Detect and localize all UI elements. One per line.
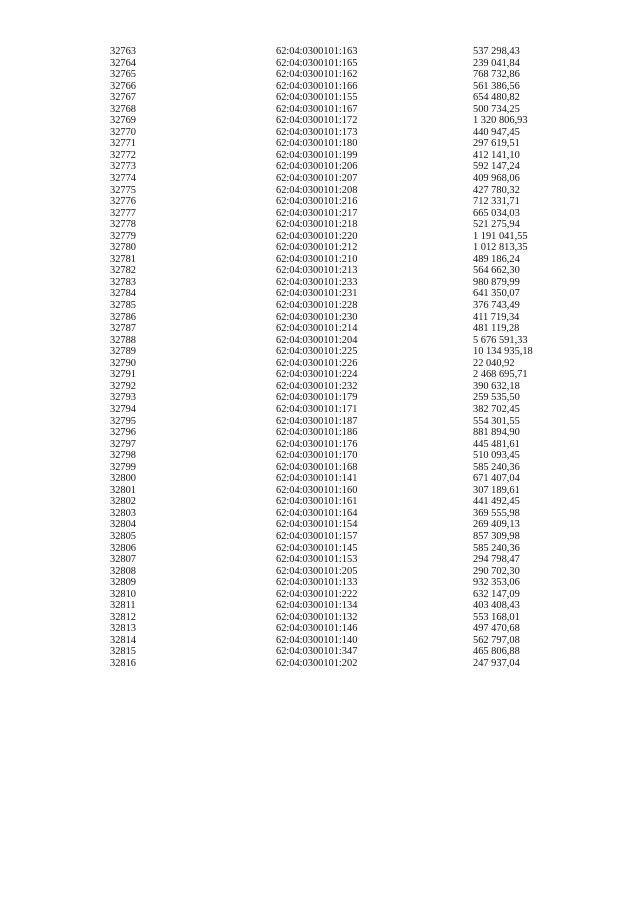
cadastral-number: 62:04:0300101:225: [276, 346, 358, 358]
cadastral-number: 62:04:0300101:212: [276, 242, 358, 254]
cadastral-value: 441 492,45: [473, 496, 520, 508]
cadastral-number: 62:04:0300101:217: [276, 207, 358, 219]
cadastral-number: 62:04:0300101:161: [276, 496, 358, 508]
cadastral-number: 62:04:0300101:155: [276, 92, 358, 104]
table-row: [0, 381, 640, 393]
row-number: 32815: [110, 646, 136, 658]
cadastral-number: 62:04:0300101:214: [276, 323, 358, 335]
cadastral-number: 62:04:0300101:213: [276, 265, 358, 277]
cadastral-number: 62:04:0300101:162: [276, 69, 358, 81]
cadastral-value: 390 632,18: [473, 380, 520, 392]
row-number: 32794: [110, 403, 136, 415]
table-row: [0, 623, 640, 635]
table-row: [0, 92, 640, 104]
cadastral-number: 62:04:0300101:180: [276, 138, 358, 150]
table-row: [0, 508, 640, 520]
cadastral-value: 561 386,56: [473, 80, 520, 92]
cadastral-number: 62:04:0300101:208: [276, 184, 358, 196]
table-row: [0, 161, 640, 173]
row-number: 32780: [110, 242, 136, 254]
row-number: 32785: [110, 300, 136, 312]
cadastral-value: 247 937,04: [473, 657, 520, 669]
cadastral-value: 2 468 695,71: [473, 369, 528, 381]
row-number: 32773: [110, 161, 136, 173]
cadastral-value: 369 555,98: [473, 507, 520, 519]
row-number: 32804: [110, 519, 136, 531]
cadastral-value: 412 141,10: [473, 149, 520, 161]
cadastral-number: 62:04:0300101:232: [276, 380, 358, 392]
table-row: [0, 288, 640, 300]
cadastral-number: 62:04:0300101:222: [276, 588, 358, 600]
cadastral-number: 62:04:0300101:146: [276, 623, 358, 635]
cadastral-value: 290 702,30: [473, 565, 520, 577]
table-row: [0, 577, 640, 589]
table-row: [0, 173, 640, 185]
cadastral-value: 654 480,82: [473, 92, 520, 104]
cadastral-number: 62:04:0300101:165: [276, 57, 358, 69]
cadastral-number: 62:04:0300101:157: [276, 530, 358, 542]
row-number: 32813: [110, 623, 136, 635]
row-number: 32779: [110, 230, 136, 242]
cadastral-number: 62:04:0300101:233: [276, 276, 358, 288]
table-row: [0, 335, 640, 347]
cadastral-number: 62:04:0300101:231: [276, 288, 358, 300]
cadastral-value: 297 619,51: [473, 138, 520, 150]
table-row: [0, 219, 640, 231]
cadastral-number: 62:04:0300101:207: [276, 173, 358, 185]
cadastral-value: 553 168,01: [473, 611, 520, 623]
row-number: 32793: [110, 392, 136, 404]
table-row: [0, 196, 640, 208]
row-number: 32782: [110, 265, 136, 277]
table-row: [0, 392, 640, 404]
cadastral-number: 62:04:0300101:166: [276, 80, 358, 92]
cadastral-value: 1 191 041,55: [473, 230, 528, 242]
row-number: 32803: [110, 507, 136, 519]
cadastral-value: 712 331,71: [473, 196, 520, 208]
row-number: 32800: [110, 473, 136, 485]
row-number: 32798: [110, 450, 136, 462]
cadastral-value: 497 470,68: [473, 623, 520, 635]
cadastral-value: 592 147,24: [473, 161, 520, 173]
cadastral-number: 62:04:0300101:218: [276, 219, 358, 231]
cadastral-value: 932 353,06: [473, 577, 520, 589]
cadastral-value: 768 732,86: [473, 69, 520, 81]
cadastral-value: 564 662,30: [473, 265, 520, 277]
cadastral-value: 671 407,04: [473, 473, 520, 485]
cadastral-value: 1 012 813,35: [473, 242, 528, 254]
row-number: 32788: [110, 334, 136, 346]
cadastral-number: 62:04:0300101:168: [276, 461, 358, 473]
cadastral-number: 62:04:0300101:167: [276, 103, 358, 115]
cadastral-value: 1 320 806,93: [473, 115, 528, 127]
cadastral-number: 62:04:0300101:132: [276, 611, 358, 623]
row-number: 32777: [110, 207, 136, 219]
row-number: 32771: [110, 138, 136, 150]
cadastral-number: 62:04:0300101:172: [276, 115, 358, 127]
row-number: 32775: [110, 184, 136, 196]
table-row: [0, 519, 640, 531]
table-row: [0, 496, 640, 508]
row-number: 32811: [110, 600, 136, 612]
cadastral-value: 465 806,88: [473, 646, 520, 658]
cadastral-number: 62:04:0300101:160: [276, 484, 358, 496]
row-number: 32781: [110, 253, 136, 265]
table-row: [0, 450, 640, 462]
row-number: 32814: [110, 634, 136, 646]
row-number: 32763: [110, 46, 136, 57]
cadastral-value: 403 408,43: [473, 600, 520, 612]
cadastral-value: 585 240,36: [473, 542, 520, 554]
table-row: [0, 612, 640, 624]
row-number: 32774: [110, 173, 136, 185]
cadastral-number: 62:04:0300101:216: [276, 196, 358, 208]
table-row: [0, 600, 640, 612]
cadastral-number: 62:04:0300101:204: [276, 334, 358, 346]
table-row: [0, 46, 640, 58]
table-row: [0, 427, 640, 439]
row-number: 32786: [110, 311, 136, 323]
cadastral-value: 980 879,99: [473, 276, 520, 288]
table-row: [0, 635, 640, 647]
cadastral-value: 259 535,50: [473, 392, 520, 404]
table-row: [0, 566, 640, 578]
table-row: [0, 473, 640, 485]
cadastral-value: 489 186,24: [473, 253, 520, 265]
cadastral-number: 62:04:0300101:230: [276, 311, 358, 323]
cadastral-number: 62:04:0300101:133: [276, 577, 358, 589]
row-number: 32796: [110, 427, 136, 439]
row-number: 32790: [110, 357, 136, 369]
cadastral-number: 62:04:0300101:226: [276, 357, 358, 369]
row-number: 32783: [110, 276, 136, 288]
cadastral-value: 411 719,34: [473, 311, 520, 323]
cadastral-number: 62:04:0300101:224: [276, 369, 358, 381]
cadastral-value: 510 093,45: [473, 450, 520, 462]
cadastral-value: 22 040,92: [473, 357, 515, 369]
row-number: 32787: [110, 323, 136, 335]
cadastral-value: 641 350,07: [473, 288, 520, 300]
table-row: [0, 185, 640, 197]
data-table: [0, 46, 640, 670]
table-row: [0, 265, 640, 277]
row-number: 32784: [110, 288, 136, 300]
cadastral-number: 62:04:0300101:202: [276, 657, 358, 669]
table-row: [0, 462, 640, 474]
table-row: [0, 543, 640, 555]
cadastral-value: 562 797,08: [473, 634, 520, 646]
table-row: [0, 254, 640, 266]
row-number: 32807: [110, 554, 136, 566]
cadastral-number: 62:04:0300101:347: [276, 646, 358, 658]
cadastral-number: 62:04:0300101:176: [276, 438, 358, 450]
cadastral-number: 62:04:0300101:228: [276, 300, 358, 312]
table-row: [0, 231, 640, 243]
cadastral-value: 382 702,45: [473, 403, 520, 415]
row-number: 32816: [110, 657, 136, 669]
table-row: [0, 531, 640, 543]
cadastral-number: 62:04:0300101:186: [276, 427, 358, 439]
row-number: 32802: [110, 496, 136, 508]
table-row: [0, 646, 640, 658]
row-number: 32795: [110, 415, 136, 427]
cadastral-number: 62:04:0300101:153: [276, 554, 358, 566]
cadastral-number: 62:04:0300101:206: [276, 161, 358, 173]
table-row: [0, 554, 640, 566]
table-row: [0, 127, 640, 139]
table-row: [0, 242, 640, 254]
cadastral-number: 62:04:0300101:220: [276, 230, 358, 242]
table-row: [0, 369, 640, 381]
table-row: [0, 358, 640, 370]
table-row: [0, 81, 640, 93]
table-row: [0, 300, 640, 312]
table-row: [0, 439, 640, 451]
cadastral-value: 500 734,25: [473, 103, 520, 115]
table-row: [0, 69, 640, 81]
table-row: [0, 485, 640, 497]
cadastral-value: 554 301,55: [473, 415, 520, 427]
cadastral-number: 62:04:0300101:163: [276, 46, 358, 57]
table-row: [0, 404, 640, 416]
table-row: [0, 208, 640, 220]
row-number: 32805: [110, 530, 136, 542]
row-number: 32809: [110, 577, 136, 589]
row-number: 32806: [110, 542, 136, 554]
row-number: 32767: [110, 92, 136, 104]
table-row: [0, 104, 640, 116]
cadastral-value: 521 275,94: [473, 219, 520, 231]
row-number: 32772: [110, 149, 136, 161]
table-row: [0, 277, 640, 289]
table-row: [0, 323, 640, 335]
cadastral-number: 62:04:0300101:170: [276, 450, 358, 462]
cadastral-value: 239 041,84: [473, 57, 520, 69]
cadastral-number: 62:04:0300101:179: [276, 392, 358, 404]
table-row: [0, 589, 640, 601]
cadastral-number: 62:04:0300101:154: [276, 519, 358, 531]
cadastral-number: 62:04:0300101:164: [276, 507, 358, 519]
row-number: 32808: [110, 565, 136, 577]
cadastral-number: 62:04:0300101:140: [276, 634, 358, 646]
cadastral-number: 62:04:0300101:187: [276, 415, 358, 427]
cadastral-value: 445 481,61: [473, 438, 520, 450]
cadastral-value: 537 298,43: [473, 46, 520, 57]
row-number: 32810: [110, 588, 136, 600]
table-row: [0, 312, 640, 324]
cadastral-value: 481 119,28: [473, 323, 520, 335]
table-row: [0, 115, 640, 127]
cadastral-value: 881 894,90: [473, 427, 520, 439]
cadastral-value: 440 947,45: [473, 126, 520, 138]
cadastral-value: 5 676 591,33: [473, 334, 528, 346]
cadastral-number: 62:04:0300101:173: [276, 126, 358, 138]
cadastral-value: 10 134 935,18: [473, 346, 533, 358]
row-number: 32766: [110, 80, 136, 92]
cadastral-value: 376 743,49: [473, 300, 520, 312]
row-number: 32789: [110, 346, 136, 358]
table-row: [0, 138, 640, 150]
cadastral-value: 665 034,03: [473, 207, 520, 219]
row-number: 32792: [110, 380, 136, 392]
table-row: [0, 150, 640, 162]
row-number: 32776: [110, 196, 136, 208]
row-number: 32769: [110, 115, 136, 127]
row-number: 32797: [110, 438, 136, 450]
cadastral-number: 62:04:0300101:134: [276, 600, 358, 612]
table-row: [0, 346, 640, 358]
cadastral-value: 857 309,98: [473, 530, 520, 542]
cadastral-value: 585 240,36: [473, 461, 520, 473]
row-number: 32770: [110, 126, 136, 138]
cadastral-value: 409 968,06: [473, 173, 520, 185]
cadastral-value: 307 189,61: [473, 484, 520, 496]
row-number: 32764: [110, 57, 136, 69]
row-number: 32768: [110, 103, 136, 115]
table-row: [0, 658, 640, 670]
row-number: 32765: [110, 69, 136, 81]
cadastral-number: 62:04:0300101:205: [276, 565, 358, 577]
cadastral-number: 62:04:0300101:141: [276, 473, 358, 485]
row-number: 32812: [110, 611, 136, 623]
cadastral-number: 62:04:0300101:199: [276, 149, 358, 161]
table-row: [0, 416, 640, 428]
row-number: 32801: [110, 484, 136, 496]
cadastral-number: 62:04:0300101:145: [276, 542, 358, 554]
row-number: 32799: [110, 461, 136, 473]
cadastral-value: 427 780,32: [473, 184, 520, 196]
cadastral-number: 62:04:0300101:210: [276, 253, 358, 265]
cadastral-number: 62:04:0300101:171: [276, 403, 358, 415]
row-number: 32778: [110, 219, 136, 231]
cadastral-value: 269 409,13: [473, 519, 520, 531]
row-number: 32791: [110, 369, 136, 381]
table-row: [0, 58, 640, 70]
cadastral-value: 632 147,09: [473, 588, 520, 600]
cadastral-value: 294 798,47: [473, 554, 520, 566]
